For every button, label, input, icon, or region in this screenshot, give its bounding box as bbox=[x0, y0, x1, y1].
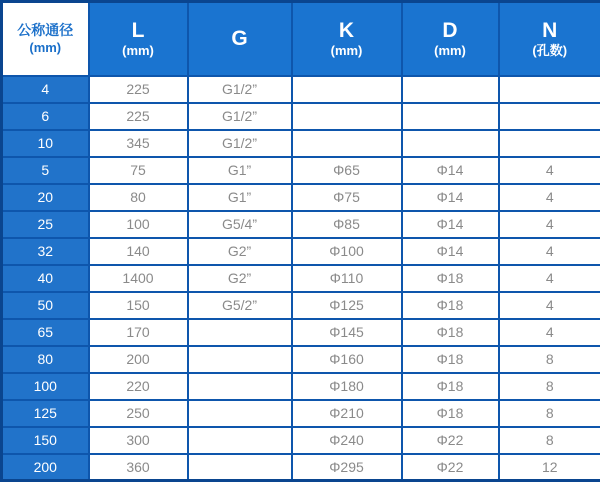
header-D-unit: (mm) bbox=[403, 43, 498, 59]
cell-N: 8 bbox=[499, 373, 600, 400]
table-row bbox=[2, 130, 600, 157]
cell-G bbox=[188, 373, 292, 400]
table-row bbox=[2, 292, 600, 319]
cell-G bbox=[188, 346, 292, 373]
cell-L: 225 bbox=[89, 76, 188, 103]
cell-K: Φ210 bbox=[292, 400, 402, 427]
header-G bbox=[188, 2, 292, 76]
table-row bbox=[2, 211, 600, 238]
cell-L: 150 bbox=[89, 292, 188, 319]
header-nominal-diameter-unit: (mm) bbox=[3, 39, 88, 56]
cell-G: G2” bbox=[188, 238, 292, 265]
cell-dn: 10 bbox=[2, 130, 89, 157]
cell-dn: 80 bbox=[2, 346, 89, 373]
cell-dn: 32 bbox=[2, 238, 89, 265]
table-row bbox=[2, 76, 600, 103]
table-row bbox=[2, 103, 600, 130]
cell-N: 4 bbox=[499, 292, 600, 319]
cell-G: G1/2” bbox=[188, 76, 292, 103]
header-D-letter: D bbox=[403, 19, 498, 43]
cell-dn: 150 bbox=[2, 427, 89, 454]
cell-L: 140 bbox=[89, 238, 188, 265]
cell-K: Φ75 bbox=[292, 184, 402, 211]
cell-L: 200 bbox=[89, 346, 188, 373]
cell-D: Φ18 bbox=[402, 319, 499, 346]
cell-dn: 50 bbox=[2, 292, 89, 319]
cell-K: Φ160 bbox=[292, 346, 402, 373]
cell-G: G5/4” bbox=[188, 211, 292, 238]
spec-table-header bbox=[2, 2, 600, 76]
table-row bbox=[2, 157, 600, 184]
table-row bbox=[2, 454, 600, 481]
cell-D: Φ18 bbox=[402, 265, 499, 292]
cell-K: Φ180 bbox=[292, 373, 402, 400]
cell-D: Φ22 bbox=[402, 427, 499, 454]
cell-N: 4 bbox=[499, 157, 600, 184]
cell-G: G1/2” bbox=[188, 130, 292, 157]
cell-L: 80 bbox=[89, 184, 188, 211]
cell-L: 75 bbox=[89, 157, 188, 184]
header-D bbox=[402, 2, 499, 76]
cell-N bbox=[499, 103, 600, 130]
cell-dn: 200 bbox=[2, 454, 89, 481]
cell-K: Φ110 bbox=[292, 265, 402, 292]
cell-dn: 125 bbox=[2, 400, 89, 427]
cell-D: Φ18 bbox=[402, 373, 499, 400]
cell-K bbox=[292, 130, 402, 157]
cell-L: 345 bbox=[89, 130, 188, 157]
cell-K bbox=[292, 103, 402, 130]
cell-D bbox=[402, 130, 499, 157]
table-row bbox=[2, 238, 600, 265]
cell-N: 4 bbox=[499, 265, 600, 292]
header-N-unit: (孔数) bbox=[500, 43, 600, 59]
cell-K: Φ65 bbox=[292, 157, 402, 184]
cell-D bbox=[402, 76, 499, 103]
cell-G bbox=[188, 319, 292, 346]
cell-D: Φ14 bbox=[402, 211, 499, 238]
cell-dn: 20 bbox=[2, 184, 89, 211]
cell-L: 170 bbox=[89, 319, 188, 346]
cell-N bbox=[499, 130, 600, 157]
cell-D: Φ18 bbox=[402, 292, 499, 319]
table-row bbox=[2, 427, 600, 454]
header-K-unit: (mm) bbox=[293, 43, 401, 59]
cell-N: 4 bbox=[499, 319, 600, 346]
cell-K bbox=[292, 76, 402, 103]
cell-K: Φ125 bbox=[292, 292, 402, 319]
cell-G: G1/2” bbox=[188, 103, 292, 130]
cell-K: Φ240 bbox=[292, 427, 402, 454]
header-row bbox=[2, 2, 600, 76]
cell-K: Φ85 bbox=[292, 211, 402, 238]
header-nominal-diameter bbox=[2, 2, 89, 76]
cell-G: G1” bbox=[188, 157, 292, 184]
cell-L: 100 bbox=[89, 211, 188, 238]
header-N bbox=[499, 2, 600, 76]
cell-dn: 4 bbox=[2, 76, 89, 103]
cell-D: Φ18 bbox=[402, 346, 499, 373]
cell-dn: 25 bbox=[2, 211, 89, 238]
cell-L: 220 bbox=[89, 373, 188, 400]
table-row bbox=[2, 265, 600, 292]
cell-dn: 40 bbox=[2, 265, 89, 292]
cell-G bbox=[188, 400, 292, 427]
header-K bbox=[292, 2, 402, 76]
cell-N: 4 bbox=[499, 184, 600, 211]
table-row bbox=[2, 319, 600, 346]
cell-L: 250 bbox=[89, 400, 188, 427]
cell-D: Φ18 bbox=[402, 400, 499, 427]
cell-L: 225 bbox=[89, 103, 188, 130]
cell-K: Φ100 bbox=[292, 238, 402, 265]
cell-dn: 5 bbox=[2, 157, 89, 184]
cell-N: 8 bbox=[499, 346, 600, 373]
cell-D: Φ14 bbox=[402, 238, 499, 265]
cell-L: 360 bbox=[89, 454, 188, 481]
cell-D: Φ14 bbox=[402, 157, 499, 184]
cell-K: Φ295 bbox=[292, 454, 402, 481]
header-L-unit: (mm) bbox=[90, 43, 187, 59]
header-L bbox=[89, 2, 188, 76]
cell-D: Φ14 bbox=[402, 184, 499, 211]
cell-G: G1” bbox=[188, 184, 292, 211]
cell-G: G2” bbox=[188, 265, 292, 292]
table-row bbox=[2, 373, 600, 400]
cell-N: 4 bbox=[499, 238, 600, 265]
header-N-letter: N bbox=[500, 19, 600, 43]
header-L-letter: L bbox=[90, 19, 187, 43]
cell-N: 4 bbox=[499, 211, 600, 238]
cell-N bbox=[499, 76, 600, 103]
cell-dn: 65 bbox=[2, 319, 89, 346]
cell-dn: 100 bbox=[2, 373, 89, 400]
cell-D bbox=[402, 103, 499, 130]
cell-N: 8 bbox=[499, 427, 600, 454]
spec-table-body bbox=[2, 76, 600, 481]
header-K-letter: K bbox=[293, 19, 401, 43]
table-row bbox=[2, 346, 600, 373]
table-row bbox=[2, 184, 600, 211]
header-G-letter: G bbox=[189, 27, 291, 51]
cell-G: G5/2” bbox=[188, 292, 292, 319]
cell-D: Φ22 bbox=[402, 454, 499, 481]
cell-G bbox=[188, 454, 292, 481]
table-row bbox=[2, 400, 600, 427]
cell-L: 300 bbox=[89, 427, 188, 454]
header-nominal-diameter-title: 公称通径 bbox=[3, 21, 88, 39]
cell-K: Φ145 bbox=[292, 319, 402, 346]
cell-G bbox=[188, 427, 292, 454]
cell-N: 8 bbox=[499, 400, 600, 427]
cell-dn: 6 bbox=[2, 103, 89, 130]
cell-N: 12 bbox=[499, 454, 600, 481]
cell-L: 1400 bbox=[89, 265, 188, 292]
